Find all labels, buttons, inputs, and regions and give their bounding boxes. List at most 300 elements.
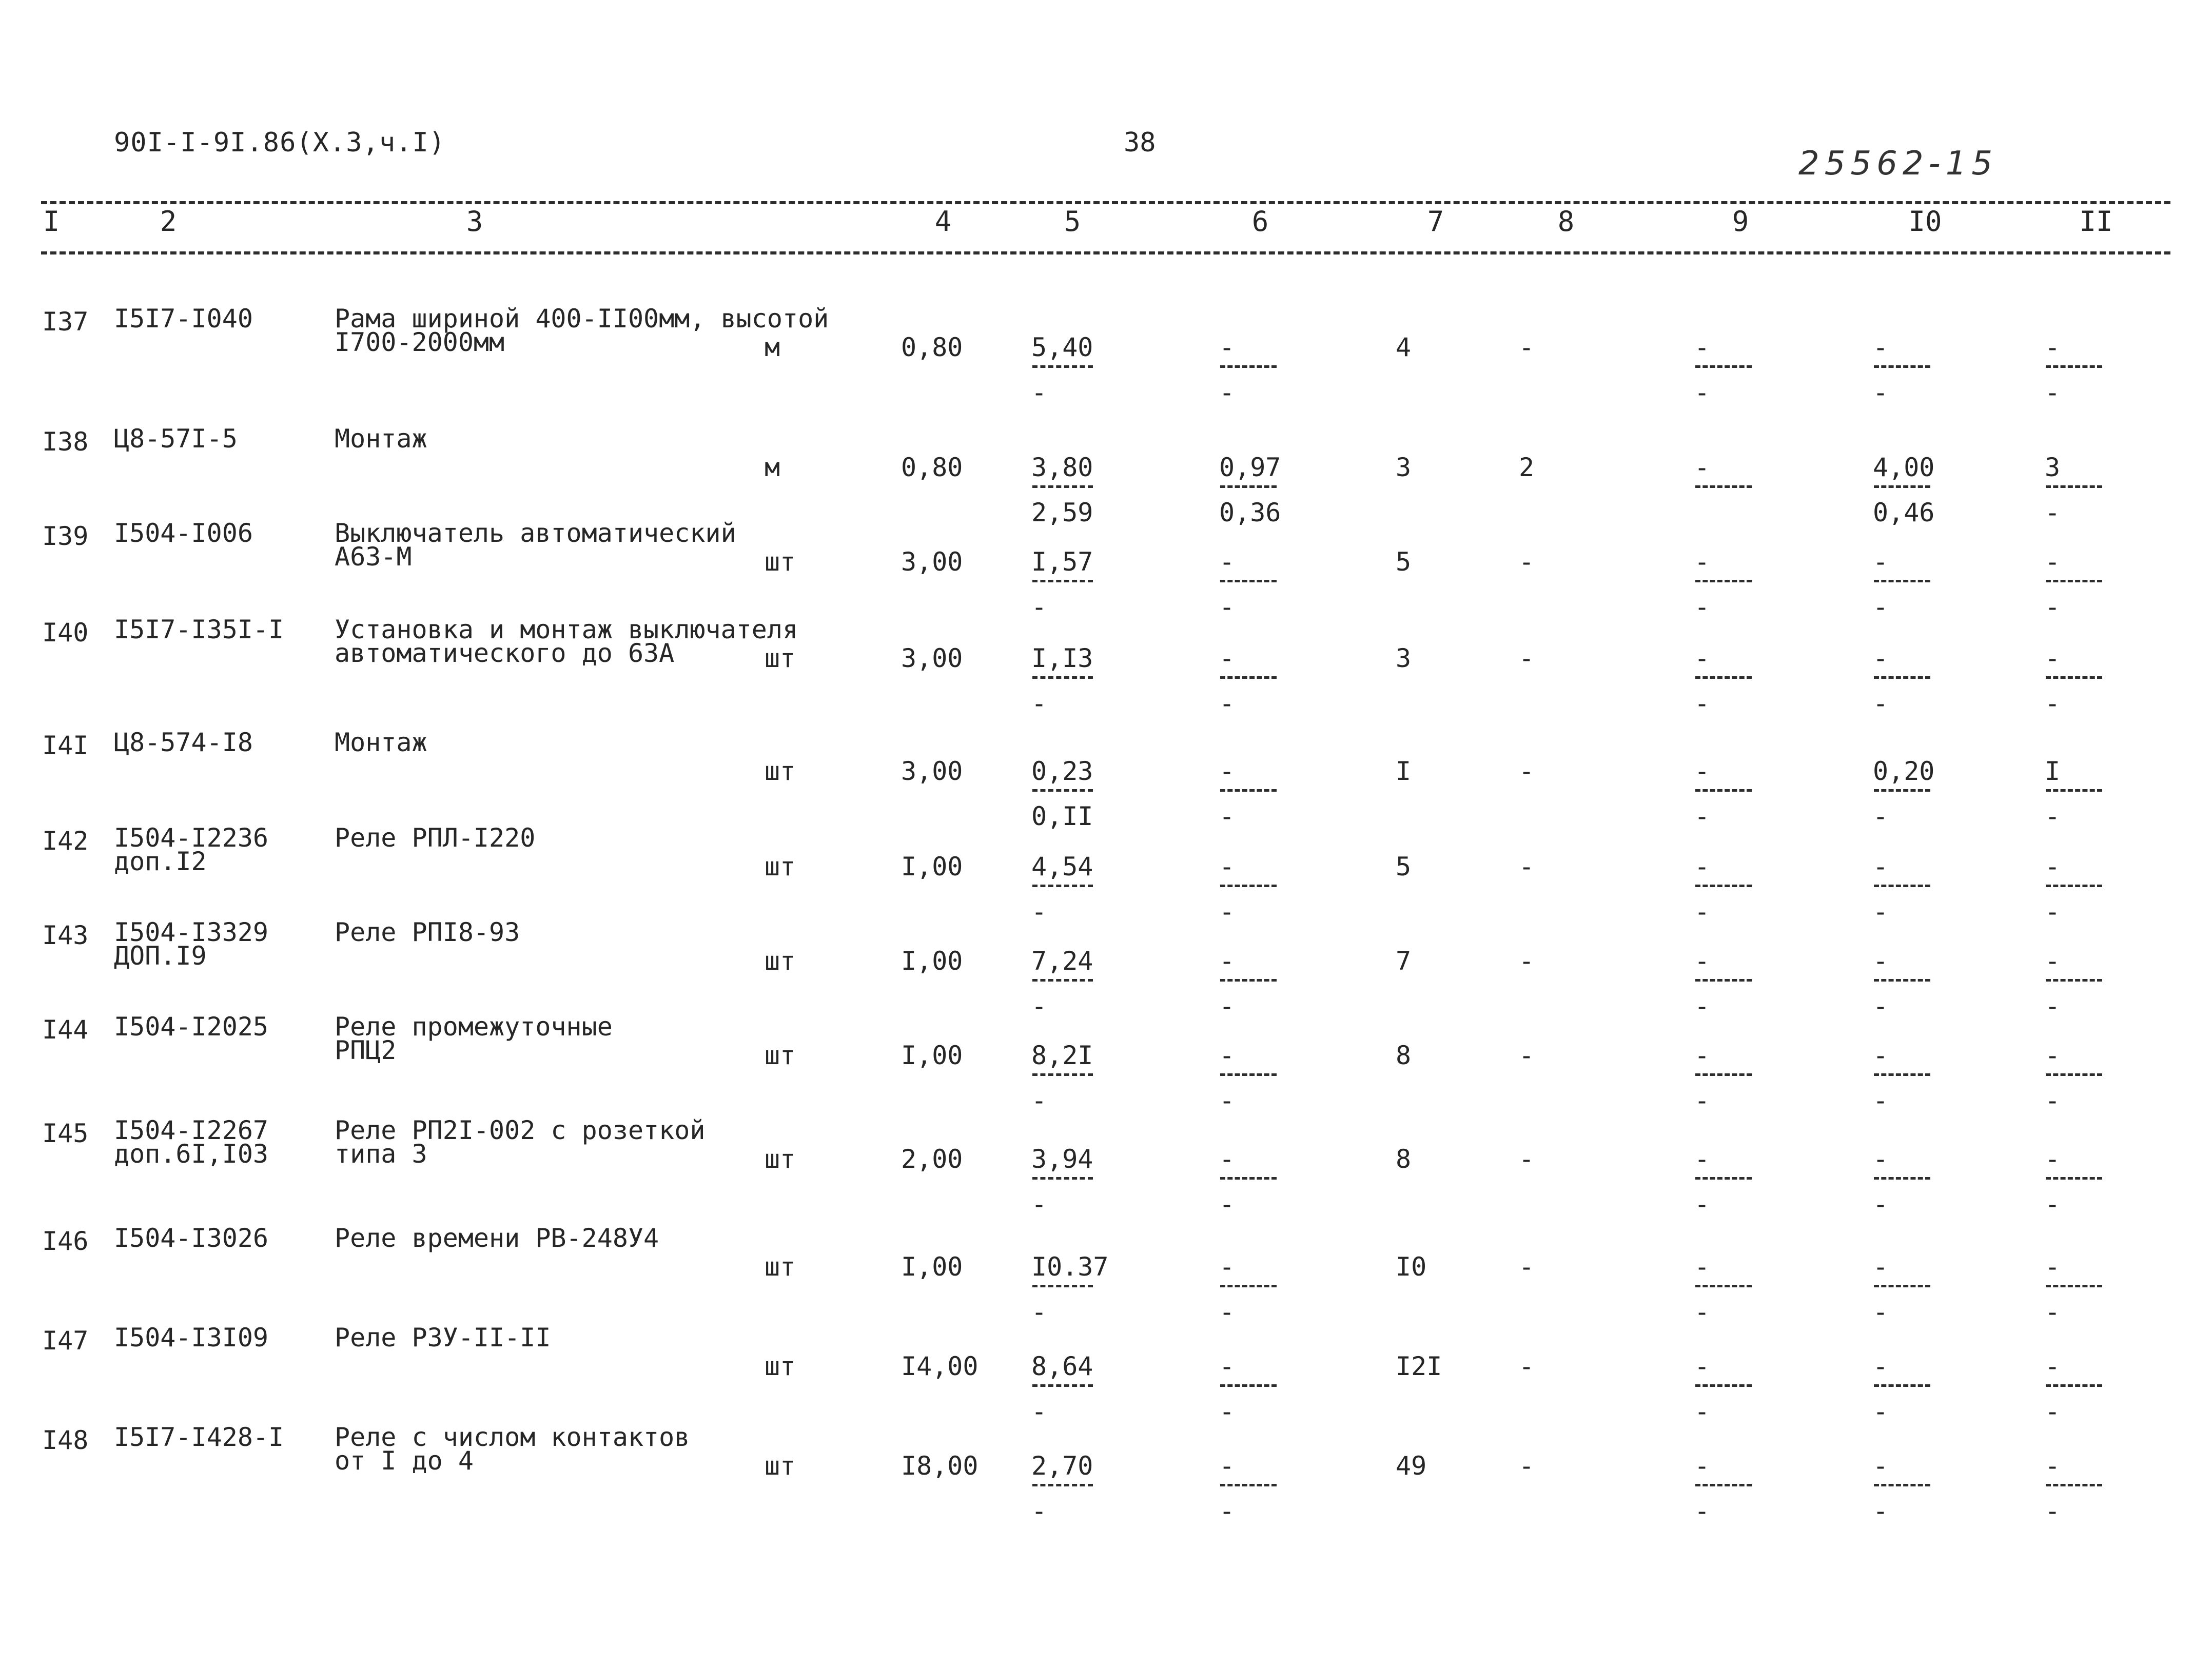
item-name-line: Реле РПЛ-I220 — [335, 823, 536, 853]
col5-value-numerator: 0,23 — [1031, 756, 1093, 786]
col9-value-divider — [1695, 365, 1752, 368]
col9-value-numerator: - — [1694, 332, 1710, 362]
col5-value-numerator: I,57 — [1031, 547, 1093, 577]
item-name-line: Реле с числом контактов — [335, 1422, 690, 1452]
col8-value: - — [1519, 1252, 1535, 1282]
col8-value: - — [1519, 1144, 1535, 1174]
col6-value-denominator: - — [1219, 1496, 1235, 1526]
row-number: I40 — [42, 618, 89, 648]
col5-value-divider — [1032, 580, 1093, 582]
col11-value-denominator: - — [2045, 1496, 2061, 1526]
col10-value-divider — [1874, 885, 1930, 887]
price-code — [114, 1012, 269, 1042]
price-code-line: I504-I006 — [114, 518, 253, 548]
table-header-rule — [41, 251, 2170, 254]
col11-value-numerator: - — [2045, 1041, 2061, 1070]
table-row — [0, 1223, 2212, 1327]
price-code — [114, 1223, 269, 1253]
unit: шт — [765, 1451, 796, 1481]
col6-value-denominator: - — [1219, 1189, 1235, 1219]
item-name — [335, 1223, 659, 1253]
col11-value-numerator: - — [2045, 1451, 2061, 1481]
col9-value-divider — [1695, 676, 1752, 679]
col8-value: - — [1519, 547, 1535, 577]
column-header-7: 7 — [1427, 205, 1444, 238]
price-code — [114, 1422, 284, 1452]
item-name-line: Выключатель автоматический — [335, 518, 736, 548]
col5-value-denominator: - — [1031, 897, 1047, 927]
col9-value-numerator: - — [1694, 1252, 1710, 1282]
col6-value-denominator: - — [1219, 897, 1235, 927]
col11-value-numerator: - — [2045, 332, 2061, 362]
col7-value: 8 — [1396, 1041, 1412, 1070]
row-number: I38 — [42, 427, 89, 457]
unit: шт — [765, 1144, 796, 1174]
price-code — [114, 728, 253, 757]
col9-value-numerator: - — [1694, 1451, 1710, 1481]
item-name — [335, 424, 427, 454]
item-name-line: от I до 4 — [335, 1446, 474, 1476]
table-row — [0, 615, 2212, 718]
col7-value: 3 — [1396, 643, 1412, 673]
col10-value-numerator: - — [1873, 852, 1889, 881]
quantity: 2,00 — [901, 1144, 963, 1174]
col8-value: - — [1519, 1451, 1535, 1481]
col6-value-denominator: - — [1219, 378, 1235, 407]
column-header-6: 6 — [1251, 205, 1269, 238]
col5-value-numerator: 7,24 — [1031, 946, 1093, 976]
price-code-line: I504-I2025 — [114, 1012, 269, 1042]
col5-value-denominator: - — [1031, 1397, 1047, 1426]
row-number: I4I — [42, 731, 89, 760]
price-code-line: I504-I3I09 — [114, 1323, 269, 1353]
col6-value-denominator: - — [1219, 1086, 1235, 1115]
price-code-line: доп.6I,I03 — [114, 1139, 269, 1169]
col10-value-divider — [1874, 485, 1930, 488]
col9-value-denominator: - — [1694, 1397, 1710, 1426]
column-header-1: I — [43, 205, 60, 238]
col5-value-divider — [1032, 485, 1093, 488]
col10-value-numerator: - — [1873, 332, 1889, 362]
col11-value-denominator: - — [2045, 592, 2061, 622]
col5-value-numerator: 3,80 — [1031, 453, 1093, 482]
unit: шт — [765, 1252, 796, 1282]
col11-value-divider — [2046, 1384, 2102, 1387]
col5-value-denominator: 2,59 — [1031, 498, 1093, 527]
col5-value-divider — [1032, 979, 1093, 982]
column-header-11: II — [2079, 205, 2113, 238]
col5-value-numerator: I,I3 — [1031, 643, 1093, 673]
col8-value: - — [1519, 1041, 1535, 1070]
col11-value-denominator: - — [2045, 1086, 2061, 1115]
col5-value-numerator: 4,54 — [1031, 852, 1093, 881]
col11-value-numerator: - — [2045, 946, 2061, 976]
col11-value-denominator: - — [2045, 378, 2061, 407]
col9-value-numerator: - — [1694, 946, 1710, 976]
col8-value: - — [1519, 852, 1535, 881]
col5-value-numerator: I0.37 — [1031, 1252, 1109, 1282]
table-row — [0, 1422, 2212, 1526]
item-name — [335, 917, 520, 947]
col6-value-denominator: - — [1219, 801, 1235, 831]
col7-value: I — [1396, 756, 1412, 786]
col6-value-denominator: 0,36 — [1219, 498, 1281, 527]
col9-value-numerator: - — [1694, 643, 1710, 673]
col6-value-divider — [1220, 365, 1277, 368]
col11-value-denominator: - — [2045, 1397, 2061, 1426]
col6-value-divider — [1220, 1285, 1277, 1287]
item-name-line: Реле промежуточные — [335, 1012, 613, 1042]
handwritten-number: 25562-15 — [1798, 145, 1998, 183]
col10-value-denominator: - — [1873, 689, 1889, 718]
item-name-line: Реле РЗУ-II-II — [335, 1323, 551, 1353]
price-code — [114, 1115, 269, 1169]
price-code — [114, 1323, 269, 1353]
col6-value-numerator: - — [1219, 547, 1235, 577]
price-code-line: I504-I2267 — [114, 1115, 269, 1145]
col10-value-numerator: - — [1873, 643, 1889, 673]
col9-value-denominator: - — [1694, 592, 1710, 622]
col8-value: - — [1519, 643, 1535, 673]
unit: шт — [765, 643, 796, 673]
col10-value-numerator: - — [1873, 547, 1889, 577]
col9-value-numerator: - — [1694, 1351, 1710, 1381]
col11-value-divider — [2046, 580, 2102, 582]
quantity: 0,80 — [901, 453, 963, 482]
col10-value-numerator: - — [1873, 1144, 1889, 1174]
item-name-line: Монтаж — [335, 424, 427, 454]
price-code-line: Ц8-57I-5 — [114, 424, 238, 454]
price-code-line: доп.I2 — [114, 847, 207, 876]
item-name — [335, 615, 798, 668]
quantity: I,00 — [901, 946, 963, 976]
col11-value-numerator: I — [2045, 756, 2061, 786]
table-row — [0, 823, 2212, 927]
col9-value-denominator: - — [1694, 897, 1710, 927]
price-code — [114, 917, 269, 971]
col5-value-divider — [1032, 1484, 1093, 1486]
col10-value-divider — [1874, 1073, 1930, 1076]
page-number: 38 — [1124, 127, 1156, 158]
col10-value-denominator: - — [1873, 897, 1889, 927]
row-number: I37 — [42, 307, 89, 337]
quantity: I,00 — [901, 1252, 963, 1282]
col10-value-divider — [1874, 580, 1930, 582]
col11-value-divider — [2046, 365, 2102, 368]
col5-value-divider — [1032, 1384, 1093, 1387]
col11-value-denominator: - — [2045, 498, 2061, 527]
col11-value-denominator: - — [2045, 1297, 2061, 1327]
col7-value: I0 — [1396, 1252, 1427, 1282]
col9-value-denominator: - — [1694, 1086, 1710, 1115]
price-code — [114, 424, 238, 454]
col6-value-denominator: - — [1219, 1297, 1235, 1327]
quantity: I8,00 — [901, 1451, 978, 1481]
col6-value-divider — [1220, 789, 1277, 792]
col10-value-numerator: 0,20 — [1873, 756, 1935, 786]
table-row — [0, 518, 2212, 622]
col5-value-divider — [1032, 789, 1093, 792]
col11-value-numerator: 3 — [2045, 453, 2061, 482]
quantity: I,00 — [901, 1041, 963, 1070]
col6-value-divider — [1220, 1177, 1277, 1180]
col5-value-divider — [1032, 676, 1093, 679]
item-name — [335, 304, 829, 357]
table-row — [0, 1323, 2212, 1426]
col10-value-divider — [1874, 1484, 1930, 1486]
table-row — [0, 304, 2212, 407]
row-number: I47 — [42, 1326, 89, 1356]
item-name — [335, 1012, 613, 1065]
table-top-rule — [41, 201, 2170, 204]
item-name-line: Рама шириной 400-II00мм, высотой — [335, 304, 829, 334]
col10-value-denominator: - — [1873, 1189, 1889, 1219]
col10-value-denominator: - — [1873, 378, 1889, 407]
quantity: 3,00 — [901, 547, 963, 577]
col5-value-denominator: - — [1031, 1189, 1047, 1219]
col11-value-divider — [2046, 1484, 2102, 1486]
col10-value-denominator: - — [1873, 1496, 1889, 1526]
col6-value-denominator: - — [1219, 592, 1235, 622]
col11-value-divider — [2046, 1285, 2102, 1287]
col10-value-denominator: - — [1873, 801, 1889, 831]
col6-value-numerator: - — [1219, 1451, 1235, 1481]
quantity: 3,00 — [901, 643, 963, 673]
item-name — [335, 823, 536, 853]
col11-value-divider — [2046, 676, 2102, 679]
col9-value-divider — [1695, 1073, 1752, 1076]
col11-value-divider — [2046, 1177, 2102, 1180]
row-number: I44 — [42, 1015, 89, 1045]
col5-value-denominator: 0,II — [1031, 801, 1093, 831]
quantity: I,00 — [901, 852, 963, 881]
col11-value-denominator: - — [2045, 689, 2061, 718]
col5-value-divider — [1032, 1285, 1093, 1287]
col9-value-denominator: - — [1694, 1496, 1710, 1526]
col9-value-denominator: - — [1694, 991, 1710, 1021]
col9-value-denominator: - — [1694, 1189, 1710, 1219]
col5-value-numerator: 5,40 — [1031, 332, 1093, 362]
col11-value-divider — [2046, 485, 2102, 488]
col9-value-numerator: - — [1694, 756, 1710, 786]
col6-value-divider — [1220, 885, 1277, 887]
col11-value-numerator: - — [2045, 643, 2061, 673]
col5-value-numerator: 8,64 — [1031, 1351, 1093, 1381]
unit: шт — [765, 946, 796, 976]
col7-value: 3 — [1396, 453, 1412, 482]
col10-value-numerator: 4,00 — [1873, 453, 1935, 482]
col10-value-divider — [1874, 979, 1930, 982]
unit: шт — [765, 1041, 796, 1070]
price-code — [114, 304, 253, 334]
col9-value-denominator: - — [1694, 378, 1710, 407]
col9-value-divider — [1695, 580, 1752, 582]
col10-value-divider — [1874, 1285, 1930, 1287]
col6-value-numerator: - — [1219, 1351, 1235, 1381]
col10-value-numerator: - — [1873, 1351, 1889, 1381]
column-header-10: I0 — [1908, 205, 1942, 238]
item-name-line: Установка и монтаж выключателя — [335, 615, 798, 644]
price-code-line: I5I7-I040 — [114, 304, 253, 334]
price-code — [114, 518, 253, 548]
col9-value-numerator: - — [1694, 1041, 1710, 1070]
row-number: I48 — [42, 1425, 89, 1455]
col8-value: - — [1519, 946, 1535, 976]
col10-value-divider — [1874, 789, 1930, 792]
col5-value-numerator: 2,70 — [1031, 1451, 1093, 1481]
col5-value-denominator: - — [1031, 1086, 1047, 1115]
price-code-line: Ц8-574-I8 — [114, 728, 253, 757]
row-number: I45 — [42, 1119, 89, 1148]
price-code-line: I5I7-I428-I — [114, 1422, 284, 1452]
col6-value-numerator: - — [1219, 1041, 1235, 1070]
price-code — [114, 615, 284, 644]
col6-value-divider — [1220, 1073, 1277, 1076]
col9-value-divider — [1695, 1285, 1752, 1287]
item-name — [335, 1422, 690, 1476]
col10-value-divider — [1874, 365, 1930, 368]
col6-value-divider — [1220, 1484, 1277, 1486]
col8-value: - — [1519, 1351, 1535, 1381]
col9-value-divider — [1695, 1177, 1752, 1180]
col11-value-denominator: - — [2045, 801, 2061, 831]
unit: шт — [765, 1351, 796, 1381]
col5-value-divider — [1032, 885, 1093, 887]
col6-value-divider — [1220, 580, 1277, 582]
item-name-line: А63-М — [335, 542, 412, 572]
col9-value-divider — [1695, 1484, 1752, 1486]
col5-value-numerator: 3,94 — [1031, 1144, 1093, 1174]
col11-value-numerator: - — [2045, 852, 2061, 881]
item-name — [335, 1323, 551, 1353]
row-number: I39 — [42, 521, 89, 551]
col5-value-denominator: - — [1031, 1496, 1047, 1526]
item-name — [335, 518, 736, 572]
col6-value-denominator: - — [1219, 1397, 1235, 1426]
col6-value-numerator: - — [1219, 1144, 1235, 1174]
col7-value: 49 — [1396, 1451, 1427, 1481]
col6-value-numerator: - — [1219, 332, 1235, 362]
item-name — [335, 1115, 706, 1169]
col9-value-denominator: - — [1694, 801, 1710, 831]
table-row — [0, 424, 2212, 527]
col5-value-denominator: - — [1031, 1297, 1047, 1327]
col11-value-numerator: - — [2045, 1144, 2061, 1174]
column-header-8: 8 — [1557, 205, 1575, 238]
column-header-2: 2 — [160, 205, 177, 238]
unit: м — [765, 453, 780, 482]
row-number: I46 — [42, 1226, 89, 1256]
quantity: 0,80 — [901, 332, 963, 362]
col7-value: 7 — [1396, 946, 1412, 976]
col11-value-divider — [2046, 789, 2102, 792]
col9-value-numerator: - — [1694, 852, 1710, 881]
column-header-9: 9 — [1732, 205, 1749, 238]
col6-value-divider — [1220, 979, 1277, 982]
col5-value-divider — [1032, 1177, 1093, 1180]
item-name-line: Монтаж — [335, 728, 427, 757]
table-row — [0, 1115, 2212, 1219]
col10-value-divider — [1874, 676, 1930, 679]
price-code-line: I504-I2236 — [114, 823, 269, 853]
col9-value-divider — [1695, 885, 1752, 887]
col11-value-numerator: - — [2045, 547, 2061, 577]
col7-value: 5 — [1396, 547, 1412, 577]
col11-value-divider — [2046, 1073, 2102, 1076]
col11-value-denominator: - — [2045, 897, 2061, 927]
table-row — [0, 1012, 2212, 1115]
item-name-line: типа 3 — [335, 1139, 427, 1169]
unit: шт — [765, 852, 796, 881]
col5-value-denominator: - — [1031, 378, 1047, 407]
col10-value-divider — [1874, 1177, 1930, 1180]
item-name-line: Реле времени РВ-248У4 — [335, 1223, 659, 1253]
col9-value-divider — [1695, 789, 1752, 792]
col11-value-numerator: - — [2045, 1252, 2061, 1282]
col10-value-numerator: - — [1873, 946, 1889, 976]
table-row — [0, 728, 2212, 831]
col7-value: I2I — [1396, 1351, 1442, 1381]
col9-value-denominator: - — [1694, 1297, 1710, 1327]
col8-value: - — [1519, 756, 1535, 786]
col8-value: - — [1519, 332, 1535, 362]
row-number: I43 — [42, 920, 89, 950]
col6-value-numerator: - — [1219, 756, 1235, 786]
col9-value-numerator: - — [1694, 1144, 1710, 1174]
col7-value: 4 — [1396, 332, 1412, 362]
col6-value-divider — [1220, 1384, 1277, 1387]
col11-value-numerator: - — [2045, 1351, 2061, 1381]
col6-value-numerator: - — [1219, 643, 1235, 673]
col5-value-divider — [1032, 1073, 1093, 1076]
item-name-line: I700-2000мм — [335, 327, 505, 357]
col9-value-divider — [1695, 1384, 1752, 1387]
price-code-line: I504-I3329 — [114, 917, 269, 947]
col5-value-denominator: - — [1031, 592, 1047, 622]
col11-value-divider — [2046, 885, 2102, 887]
unit: шт — [765, 756, 796, 786]
col6-value-numerator: 0,97 — [1219, 453, 1281, 482]
item-name-line: автоматического до 63А — [335, 638, 675, 668]
col6-value-divider — [1220, 676, 1277, 679]
col6-value-numerator: - — [1219, 1252, 1235, 1282]
col7-value: 8 — [1396, 1144, 1412, 1174]
col11-value-denominator: - — [2045, 991, 2061, 1021]
col6-value-divider — [1220, 485, 1277, 488]
quantity: I4,00 — [901, 1351, 978, 1381]
col10-value-numerator: - — [1873, 1451, 1889, 1481]
price-code — [114, 823, 269, 876]
col6-value-numerator: - — [1219, 946, 1235, 976]
document-code: 90I-I-9I.86(Х.3,ч.I) — [114, 127, 446, 158]
col10-value-denominator: 0,46 — [1873, 498, 1935, 527]
item-name — [335, 728, 427, 757]
col10-value-numerator: - — [1873, 1252, 1889, 1282]
col6-value-denominator: - — [1219, 991, 1235, 1021]
col8-value: 2 — [1519, 453, 1535, 482]
col5-value-denominator: - — [1031, 689, 1047, 718]
col10-value-divider — [1874, 1384, 1930, 1387]
col5-value-divider — [1032, 365, 1093, 368]
table-row — [0, 917, 2212, 1021]
col10-value-denominator: - — [1873, 991, 1889, 1021]
quantity: 3,00 — [901, 756, 963, 786]
col6-value-denominator: - — [1219, 689, 1235, 718]
unit: м — [765, 332, 780, 362]
col10-value-denominator: - — [1873, 1397, 1889, 1426]
column-header-4: 4 — [934, 205, 952, 238]
col11-value-denominator: - — [2045, 1189, 2061, 1219]
